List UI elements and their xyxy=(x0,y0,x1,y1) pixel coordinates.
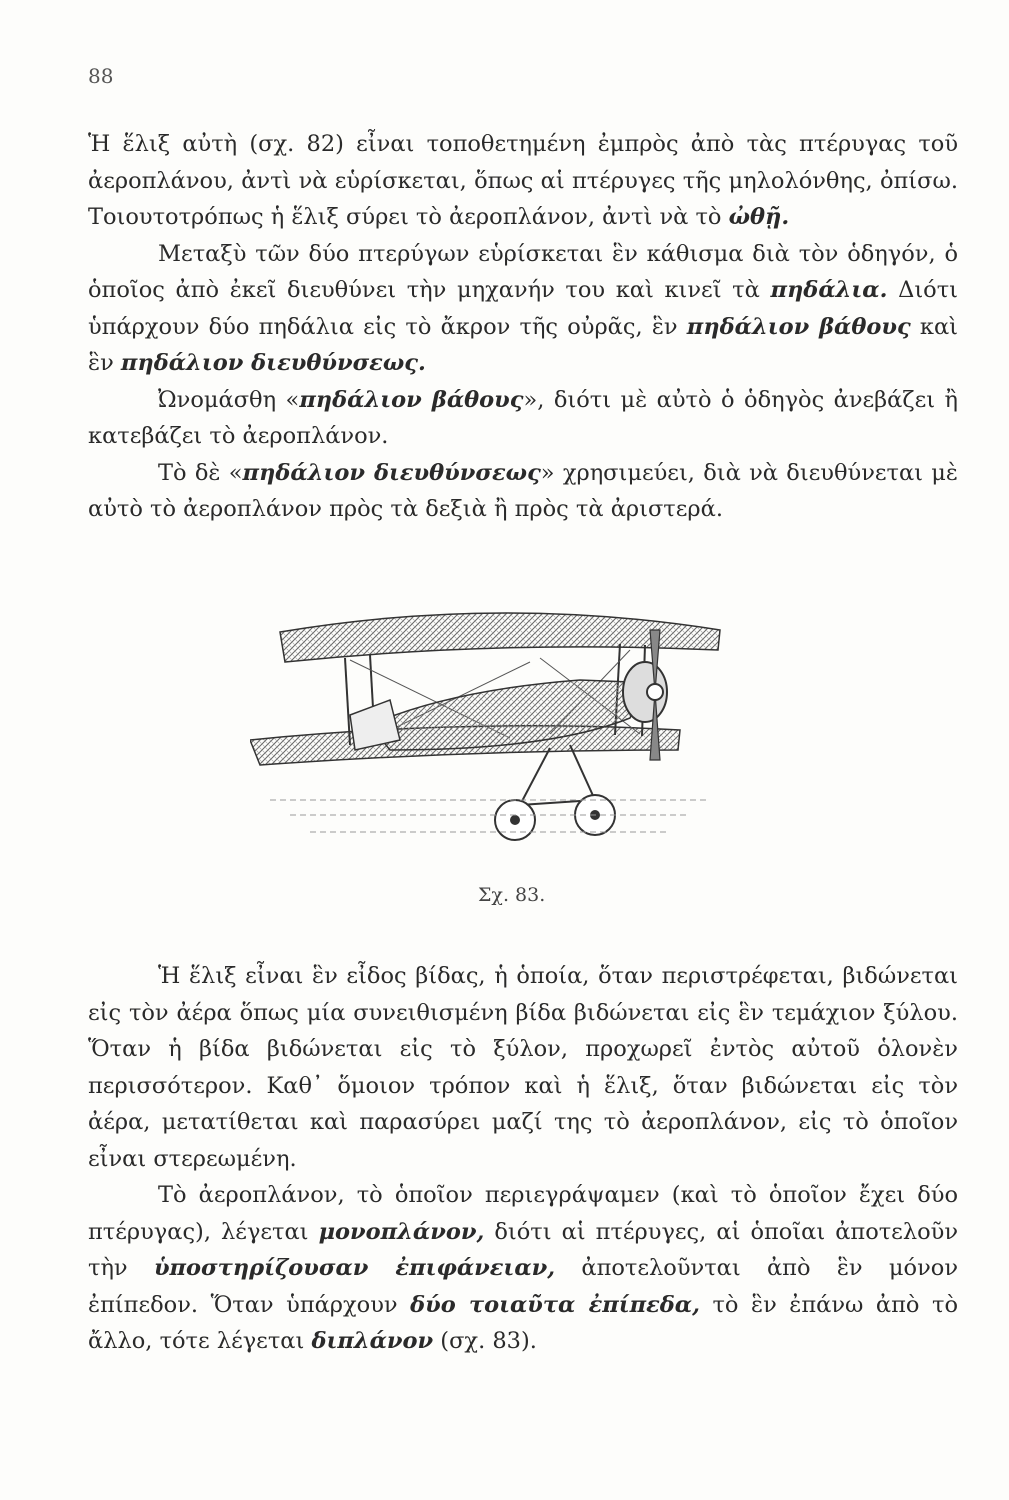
figure-caption: Σχ. 83. xyxy=(478,884,546,906)
paragraph-helix-screw: Ἡ ἕλιξ εἶναι ἓν εἶδος βίδας, ἡ ὁποία, ὅταν περιστρέφεται, βιδώνεται εἰς τὸν ἀέρα ὅπως μία συνειθισμένη βίδα βιδώνεται εἰς ἓν τεμάχιον ξύλου. Ὅταν ἡ βίδα βιδώνεται εἰς τὸ ξύλον, προχωρεῖ ἐντὸς αὐτοῦ ὁλονὲν περισσότερον. Καθ᾽ ὅμοιον τρόπον καὶ ἡ ἕλιξ, ὅταν βιδώνεται εἰς τὸν ἀέρα, μετατίθεται καὶ παρασύρει μαζί της τὸ ἀεροπλάνον, εἰς τὸ ὁποῖον εἶναι στερεωμένη. xyxy=(88,963,958,1172)
biplane-illustration xyxy=(250,600,750,860)
text-block-bottom xyxy=(88,958,958,1360)
paragraph-seat-rudders: Μεταξὺ τῶν δύο πτερύγων εὑρίσκεται ἓν κάθισμα διὰ τὸν ὁδηγόν, ὁ ὁποῖος ἀπὸ ἐκεῖ διευθύνει τὴν μηχανήν του καὶ κινεῖ τὰ πηδάλια. Διότι ὑπάρχουν δύο πηδάλια εἰς τὸ ἄκρον τῆς οὐρᾶς, ἓν πηδάλιον βάθους καὶ ἓν πηδάλιον διευθύνσεως. xyxy=(88,240,958,376)
paragraph-helix-position: Ἡ ἕλιξ αὐτὴ (σχ. 82) εἶναι τοποθετημένη ἐμπρὸς ἀπὸ τὰς πτέρυγας τοῦ ἀεροπλάνου, ἀντὶ νὰ εὑρίσκεται, ὅπως αἱ πτέρυγες τῆς μηλολόνθης, ὀπίσω. Τοιουτοτρόπως ἡ ἕλιξ σύρει τὸ ἀεροπλάνον, ἀντὶ νὰ τὸ ὠθῇ. xyxy=(88,131,958,230)
paragraph-depth-rudder: Ὠνομάσθη «πηδάλιον βάθους», διότι μὲ αὐτὸ ὁ ὁδηγὸς ἀνεβάζει ἢ κατεβάζει τὸ ἀεροπλάνον. xyxy=(88,386,958,449)
page-number: 88 xyxy=(88,64,114,88)
paragraph-direction-rudder: Τὸ δὲ «πηδάλιον διευθύνσεως» χρησιμεύει, διὰ νὰ διευθύνεται μὲ αὐτὸ τὸ ἀεροπλάνον πρὸς τὰ δεξιὰ ἢ πρὸς τὰ ἀριστερά. xyxy=(88,459,958,522)
paragraph-monoplane-biplane: Τὸ ἀεροπλάνον, τὸ ὁποῖον περιεγράψαμεν (καὶ τὸ ὁποῖον ἔχει δύο πτέρυγας), λέγεται μονοπλάνον, διότι αἱ πτέρυγες, αἱ ὁποῖαι ἀποτελοῦν τὴν ὑποστηρίζουσαν ἐπιφάνειαν, ἀποτελοῦνται ἀπὸ ἓν μόνον ἐπίπεδον. Ὅταν ὑπάρχουν δύο τοιαῦτα ἐπίπεδα, τὸ ἓν ἐπάνω ἀπὸ τὸ ἄλλο, τότε λέγεται διπλάνον (σχ. 83). xyxy=(88,1182,959,1354)
text-block-top xyxy=(88,126,958,528)
